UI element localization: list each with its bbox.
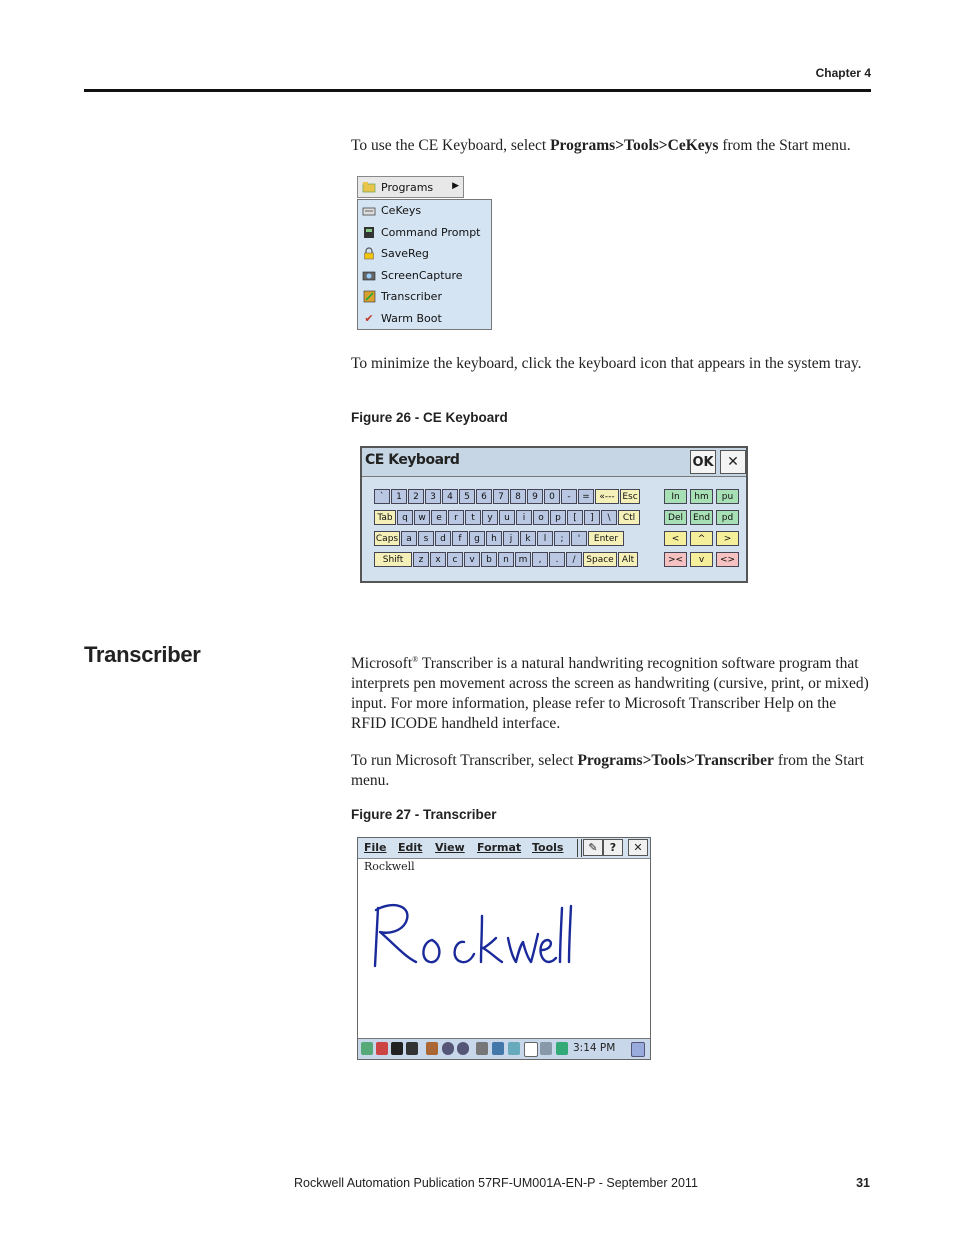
key[interactable]: x (430, 552, 446, 567)
tools-submenu (357, 199, 492, 330)
intro-prefix: To use the CE Keyboard, select (351, 137, 551, 154)
menu-view[interactable]: View (435, 841, 465, 854)
figure-27-caption: Figure 27 - Transcriber (351, 807, 497, 822)
camera-icon (362, 268, 376, 282)
connection-tray-icon[interactable] (508, 1042, 520, 1055)
key[interactable]: c (447, 552, 463, 567)
menu-item-transcriber[interactable] (358, 286, 491, 308)
page-number: 31 (856, 1176, 870, 1190)
nav-key[interactable]: > (716, 531, 739, 546)
key[interactable]: r (448, 510, 464, 525)
key[interactable]: Esc (620, 489, 640, 504)
close-button[interactable]: ✕ (720, 450, 746, 474)
key[interactable]: u (499, 510, 515, 525)
ce-keyboard-window (360, 446, 748, 583)
toolbar-grip (577, 839, 582, 857)
menu-label: Transcriber (381, 290, 442, 304)
taskbar (358, 1038, 650, 1059)
key[interactable]: . (549, 552, 565, 567)
keyboard-icon (362, 204, 376, 218)
section-heading: Transcriber (84, 642, 201, 667)
key[interactable]: d (435, 531, 451, 546)
transcriber-description: Transcriber is a natural handwriting recognition software program that interprets pen movement across the screen as handwriting (cursive, print, or mixed) input. For more information, please refer to Microsoft Transcriber Help on the RFID ICODE handheld interface. (351, 655, 869, 733)
minimize-paragraph: To minimize the keyboard, click the keyboard icon that appears in the system tray. (351, 355, 862, 372)
transcriber-paragraph-1 (351, 650, 871, 734)
key[interactable]: n (498, 552, 514, 567)
key[interactable]: j (503, 531, 519, 546)
globe-tray-icon[interactable] (442, 1042, 454, 1055)
menu-label: ScreenCapture (381, 268, 463, 282)
capture-tray-icon[interactable] (426, 1042, 438, 1055)
close-button[interactable]: ✕ (628, 839, 648, 856)
key[interactable]: ] (584, 510, 600, 525)
key[interactable]: Ctl (618, 510, 640, 525)
key[interactable]: = (578, 489, 594, 504)
nav-row-4 (664, 552, 739, 567)
key[interactable]: 4 (442, 489, 458, 504)
menu-edit[interactable]: Edit (398, 841, 423, 854)
input-tray-icon[interactable] (391, 1042, 403, 1055)
key[interactable]: ; (554, 531, 570, 546)
document-tray-icon[interactable] (524, 1042, 538, 1057)
menu-tools[interactable]: Tools (532, 841, 564, 854)
folder-icon (362, 180, 376, 194)
key[interactable]: «--- (595, 489, 619, 504)
key[interactable]: / (566, 552, 582, 567)
nav-key[interactable]: Del (664, 510, 687, 525)
key[interactable]: 0 (544, 489, 560, 504)
intro-paragraph (351, 136, 871, 156)
network-tray-icon[interactable] (457, 1042, 469, 1055)
key[interactable]: o (533, 510, 549, 525)
footer-publication: Rockwell Automation Publication 57RF-UM001A-EN-P - September 2011 (294, 1176, 698, 1190)
key[interactable]: , (532, 552, 548, 567)
nav-key[interactable]: pd (716, 510, 739, 525)
lock-icon (362, 247, 376, 261)
transcriber-paragraph-2 (351, 751, 871, 791)
menu-item-command-prompt[interactable] (358, 222, 491, 244)
transcriber-menubar (358, 838, 650, 859)
menu-label: Warm Boot (381, 311, 442, 325)
checkmark-icon: ✔ (364, 311, 374, 325)
key[interactable]: b (481, 552, 497, 567)
key[interactable]: Alt (618, 552, 638, 567)
antenna-tray-icon[interactable] (476, 1042, 488, 1055)
transcriber-icon (362, 290, 376, 304)
key[interactable]: Space (583, 552, 617, 567)
menu-item-warm-boot[interactable] (358, 308, 491, 330)
key[interactable]: 1 (391, 489, 407, 504)
key[interactable]: 9 (527, 489, 543, 504)
nav-key[interactable]: pu (716, 489, 739, 504)
key[interactable]: 2 (408, 489, 424, 504)
key[interactable]: v (464, 552, 480, 567)
key[interactable]: w (414, 510, 430, 525)
registered-mark: ® (412, 655, 419, 664)
help-button[interactable]: ? (603, 839, 623, 856)
intro-suffix: from the Start menu. (718, 137, 851, 154)
key[interactable]: Caps (374, 531, 400, 546)
sync-tray-icon[interactable] (492, 1042, 504, 1055)
key[interactable]: e (431, 510, 447, 525)
pen-mode-button[interactable] (583, 839, 603, 856)
start-menu (357, 176, 493, 330)
key[interactable]: y (482, 510, 498, 525)
figure-26-caption: Figure 26 - CE Keyboard (351, 410, 508, 425)
nav-key[interactable]: v (690, 552, 713, 567)
microsoft-text: Microsoft (351, 655, 413, 673)
key[interactable]: i (516, 510, 532, 525)
nav-key[interactable]: < (664, 531, 687, 546)
key[interactable]: h (486, 531, 502, 546)
battery-tray-icon[interactable] (540, 1042, 552, 1055)
nav-key[interactable]: hm (690, 489, 713, 504)
menu-item-cekeys[interactable] (358, 200, 491, 222)
run-suffix: from the Start menu. (351, 752, 864, 789)
key[interactable]: Tab (374, 510, 396, 525)
nav-key[interactable]: ^ (690, 531, 713, 546)
key[interactable]: s (418, 531, 434, 546)
transcriber-window (357, 837, 651, 1060)
key[interactable]: k (520, 531, 536, 546)
nav-row-3 (664, 531, 739, 546)
menu-label: SaveReg (381, 247, 429, 261)
key[interactable]: - (561, 489, 577, 504)
key[interactable]: 5 (459, 489, 475, 504)
keyboard-row-3 (374, 531, 624, 548)
arrow-tray-icon[interactable] (406, 1042, 418, 1055)
key[interactable]: Enter (588, 531, 624, 546)
chapter-label: Chapter 4 (815, 66, 871, 80)
key[interactable]: a (401, 531, 417, 546)
key[interactable]: ' (571, 531, 587, 546)
ok-button[interactable]: OK (690, 450, 716, 474)
menu-file[interactable]: File (364, 841, 387, 854)
key[interactable]: 6 (476, 489, 492, 504)
pen-icon: ✎ (588, 841, 598, 854)
intro-path: Programs>Tools>CeKeys (550, 137, 719, 154)
key[interactable]: f (452, 531, 468, 546)
key[interactable]: \ (601, 510, 617, 525)
keyboard-row-4 (374, 552, 638, 569)
nav-key[interactable]: End (690, 510, 713, 525)
menu-format[interactable]: Format (477, 841, 522, 854)
handwriting-ink[interactable] (368, 898, 578, 978)
key[interactable]: g (469, 531, 485, 546)
key[interactable]: [ (567, 510, 583, 525)
nav-row-2 (664, 510, 739, 525)
nav-row-1 (664, 489, 739, 504)
key[interactable]: 8 (510, 489, 526, 504)
desktop-tray-icon[interactable] (631, 1042, 645, 1057)
run-path: Programs>Tools>Transcriber (577, 752, 774, 769)
key[interactable]: m (515, 552, 531, 567)
key[interactable]: ` (374, 489, 390, 504)
run-prefix: To run Microsoft Transcriber, select (351, 752, 578, 769)
start-icon[interactable] (361, 1042, 373, 1055)
key[interactable]: Shift (374, 552, 412, 567)
key[interactable]: 7 (493, 489, 509, 504)
recognized-text: Rockwell (364, 860, 415, 873)
nav-key[interactable]: In (664, 489, 687, 504)
key[interactable]: 3 (425, 489, 441, 504)
menu-label-programs: Programs (381, 180, 434, 194)
command-prompt-icon (362, 225, 376, 239)
menu-item-screencapture[interactable] (358, 265, 491, 287)
keyboard-tray-icon[interactable] (556, 1042, 568, 1055)
keyboard-row-2 (374, 510, 640, 527)
key[interactable]: l (537, 531, 553, 546)
menu-label: CeKeys (381, 204, 422, 218)
nav-key[interactable]: <> (716, 552, 739, 567)
keyboard-title: CE Keyboard (365, 452, 460, 468)
key[interactable]: t (465, 510, 481, 525)
nav-key[interactable]: >< (664, 552, 687, 567)
keyboard-titlebar (362, 448, 746, 477)
key[interactable]: z (413, 552, 429, 567)
menu-item-savereg[interactable] (358, 243, 491, 265)
header-rule (84, 89, 871, 92)
submenu-arrow-icon: ▶ (452, 181, 459, 191)
key[interactable]: q (397, 510, 413, 525)
keyboard-row-1 (374, 489, 640, 506)
key[interactable]: p (550, 510, 566, 525)
transcriber-tray-icon[interactable] (376, 1042, 388, 1055)
menu-item-programs[interactable] (357, 176, 464, 198)
menu-label: Command Prompt (381, 225, 481, 239)
clock: 3:14 PM (573, 1042, 616, 1054)
